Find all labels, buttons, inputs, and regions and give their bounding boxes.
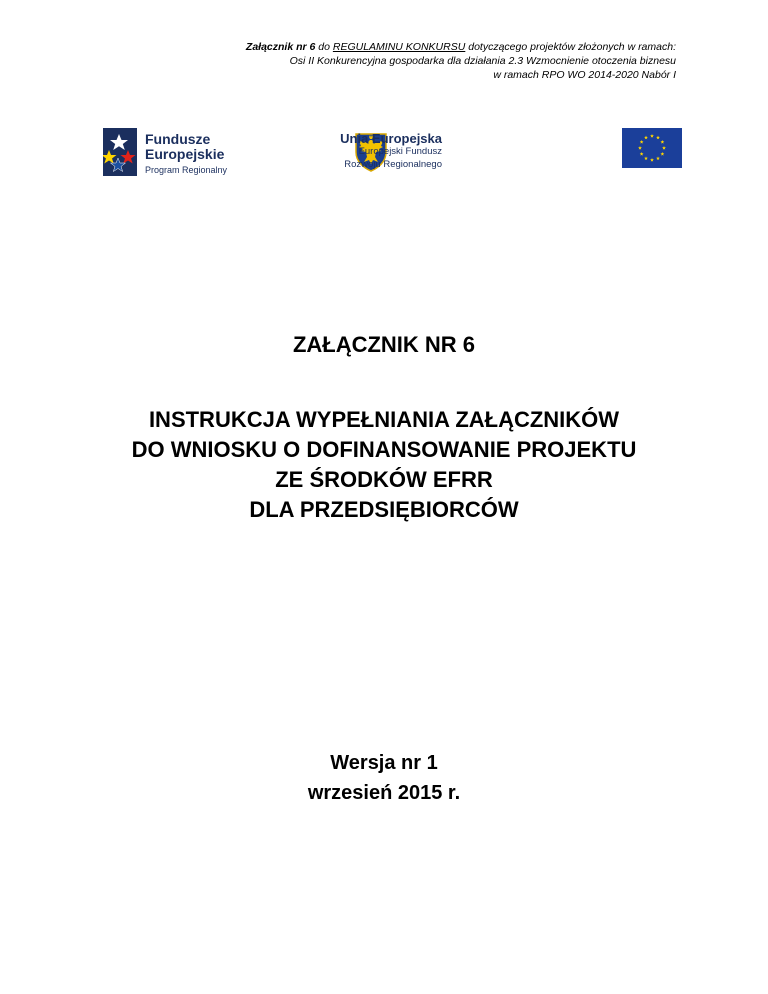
- main-title-line-3: ZE ŚRODKÓW EFRR: [275, 467, 493, 492]
- logo-bar: [0, 128, 768, 178]
- header-note-line-1: [116, 40, 676, 54]
- header-note-line-3: w ramach RPO WO 2014-2020 Nabór I: [493, 69, 676, 81]
- eu-logo-line-2: Europejski Fundusz: [358, 146, 442, 157]
- header-note: [116, 40, 676, 82]
- header-note-attachment: Załącznik nr 6: [245, 41, 316, 53]
- header-note-line-2: Osi II Konkurencyjna gospodarka dla działania 2.3 Wzmocnienie otoczenia biznesu: [289, 55, 676, 67]
- title-block: [0, 330, 768, 525]
- header-note-scope: dotyczącego projektów złożonych w ramach:: [465, 41, 676, 53]
- main-title-line-4: DLA PRZEDSIĘBIORCÓW: [249, 497, 519, 522]
- header-note-regulation-link: REGULAMINU KONKURSU: [332, 41, 466, 53]
- fe-logo-line-2: Europejskie: [145, 146, 225, 162]
- eu-logo-line-3: Rozwoju Regionalnego: [344, 159, 442, 170]
- attachment-title: ZAŁĄCZNIK NR 6: [292, 332, 476, 357]
- fundusze-europejskie-icon: [103, 128, 137, 176]
- version-date: wrzesień 2015 r.: [307, 782, 461, 804]
- fe-logo-line-3: Program Regionalny: [145, 165, 228, 175]
- fundusze-europejskie-logo: [103, 128, 227, 176]
- eu-flag-icon: [622, 128, 682, 168]
- header-note-connector: do: [315, 41, 333, 53]
- fe-logo-line-1: Fundusze: [145, 131, 211, 147]
- main-title: [0, 405, 768, 525]
- eu-logo-line-1: Unia Europejska: [340, 131, 442, 146]
- version-block: [0, 748, 768, 808]
- version-number: Wersja nr 1: [330, 752, 438, 774]
- main-title-line-1: INSTRUKCJA WYPEŁNIANIA ZAŁĄCZNIKÓW: [148, 407, 620, 432]
- main-title-line-2: DO WNIOSKU O DOFINANSOWANIE PROJEKTU: [131, 437, 637, 462]
